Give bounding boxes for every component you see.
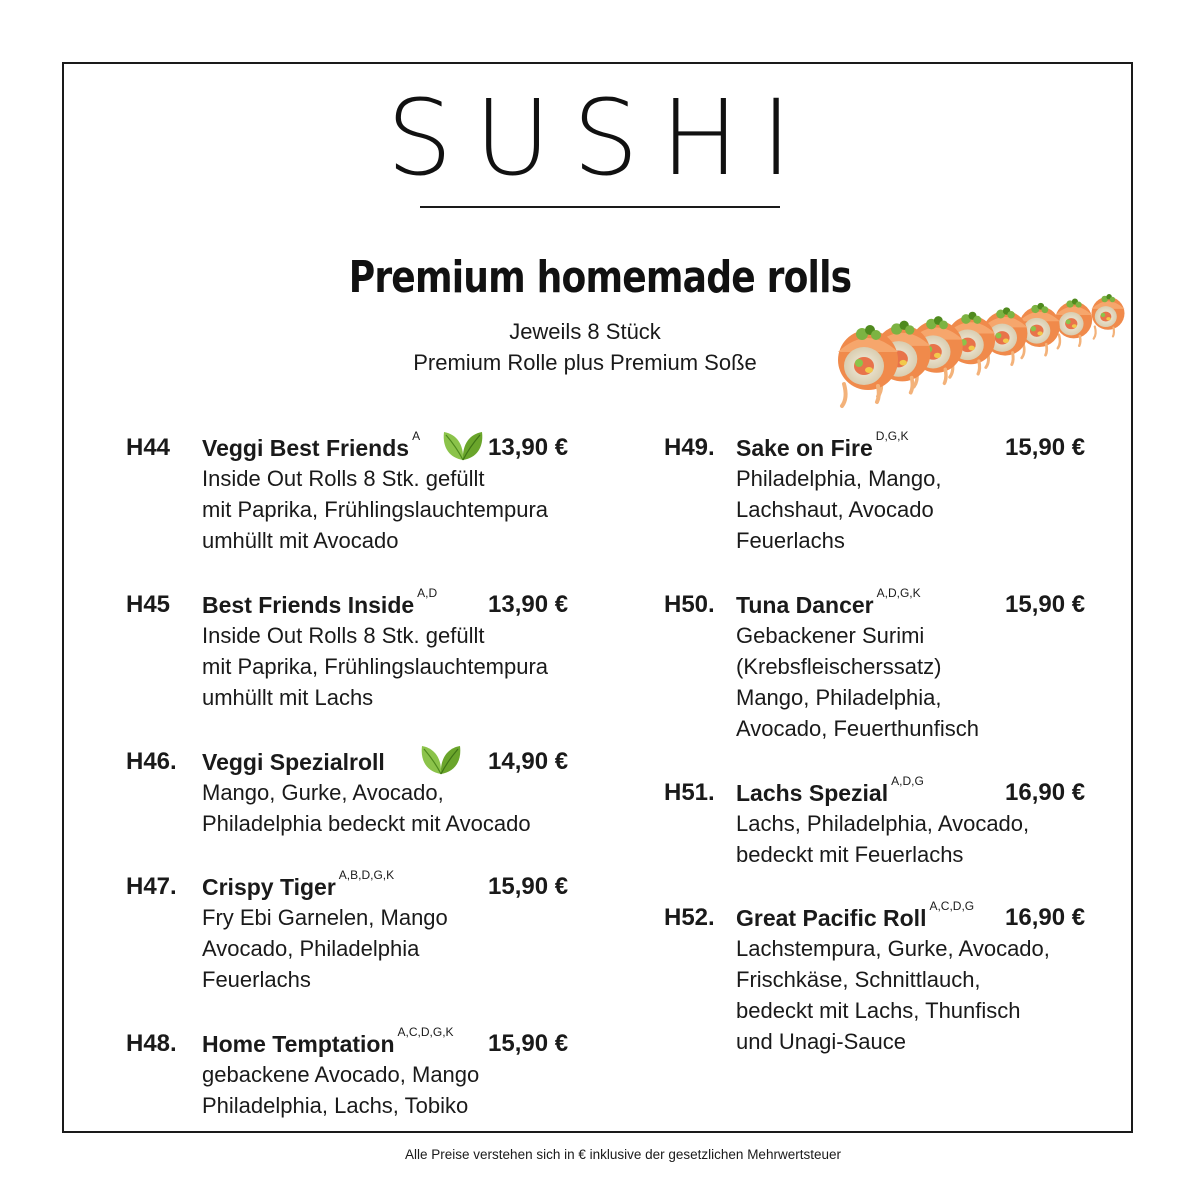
item-code: H46. — [126, 748, 177, 775]
item-price: 15,90 € — [488, 1030, 569, 1057]
item-price: 15,90 € — [1005, 434, 1086, 461]
item-name: Great Pacific Roll $^{A,C,D,G}$ — [736, 899, 975, 931]
piece-count-note: Jeweils 8 Stück — [509, 319, 661, 344]
sushi-piece — [1092, 294, 1125, 339]
item-name: Tuna Dancer $^{A,D,G,K}$ — [736, 586, 921, 618]
item-description: Lachstempura, Gurke, Avocado, Frischkäse, Schnittlauch, bedeckt mit Lachs, Thunfisch und Unagi-Sauce — [736, 936, 1050, 1054]
item-description: Fry Ebi Garnelen, Mango Avocado, Philadelphia Feuerlachs — [202, 905, 448, 992]
item-price: 13,90 € — [488, 591, 569, 618]
allergen-codes: A,C,D,G,K — [397, 1025, 454, 1039]
leaf-icon — [440, 424, 486, 464]
item-description: Philadelphia, Mango, Lachshaut, Avocado Feuerlachs — [736, 466, 942, 553]
item-description: Gebackener Surimi (Krebsfleischerssatz) Mango, Philadelphia, Avocado, Feuerthunfisch — [736, 623, 979, 741]
item-name: Crispy Tiger $^{A,B,D,G,K}$ — [202, 868, 395, 900]
item-price: 15,90 € — [1005, 591, 1086, 618]
allergen-codes: A,D,G,K — [876, 586, 921, 600]
item-code: H47. — [126, 873, 177, 900]
section-title: Premium homemade rolls — [348, 252, 852, 303]
item-code: H49. — [664, 434, 715, 461]
item-name: Home Temptation $^{A,C,D,G,K}$ — [202, 1025, 454, 1057]
sushi-rolls-photo — [828, 282, 1138, 412]
allergen-codes: D,G,K — [875, 429, 909, 443]
item-description: Inside Out Rolls 8 Stk. gefüllt mit Paprika, Frühlingslauchtempura umhüllt mit Lachs — [202, 623, 549, 710]
leaf-icon — [418, 738, 464, 778]
item-code: H50. — [664, 591, 715, 618]
allergen-codes: A,D,G — [891, 774, 924, 788]
allergen-codes: A,C,D,G — [929, 899, 975, 913]
sushi-piece — [1055, 298, 1092, 348]
item-price: 14,90 € — [488, 748, 569, 775]
allergen-codes: A,D — [417, 586, 438, 600]
item-code: H44 — [126, 434, 171, 461]
item-code: H45 — [126, 591, 171, 618]
item-description: gebackene Avocado, Mango Philadelphia, Lachs, Tobiko — [202, 1062, 480, 1118]
item-name: Veggi Best Friends $^A$ — [202, 429, 421, 461]
item-price: 13,90 € — [488, 434, 569, 461]
item-description: Mango, Gurke, Avocado, Philadelphia bedeckt mit Avocado — [202, 780, 531, 836]
allergen-codes: A,B,D,G,K — [338, 868, 395, 882]
item-price: 16,90 € — [1005, 779, 1086, 806]
premium-note: Premium Rolle plus Premium Soße — [413, 350, 757, 375]
item-description: Lachs, Philadelphia, Avocado, bedeckt mit Feuerlachs — [736, 811, 1030, 867]
page-title: SUSHI — [386, 77, 814, 199]
item-name: Sake on Fire $^{D,G,K}$ — [736, 429, 909, 461]
item-price: 15,90 € — [488, 873, 569, 900]
item-description: Inside Out Rolls 8 Stk. gefüllt mit Paprika, Frühlingslauchtempura umhüllt mit Avocado — [202, 466, 549, 553]
price-footnote: Alle Preise verstehen sich in € inklusive der gesetzlichen Mehrwertsteuer — [405, 1147, 841, 1162]
item-code: H51. — [664, 779, 715, 806]
item-code: H48. — [126, 1030, 177, 1057]
item-price: 16,90 € — [1005, 904, 1086, 931]
item-name: Best Friends Inside $^{A,D}$ — [202, 586, 438, 618]
item-name: Lachs Spezial $^{A,D,G}$ — [736, 774, 924, 806]
item-code: H52. — [664, 904, 715, 931]
title-divider — [420, 206, 780, 208]
item-name: Veggi Spezialroll — [202, 749, 385, 775]
allergen-codes: A — [412, 429, 421, 443]
